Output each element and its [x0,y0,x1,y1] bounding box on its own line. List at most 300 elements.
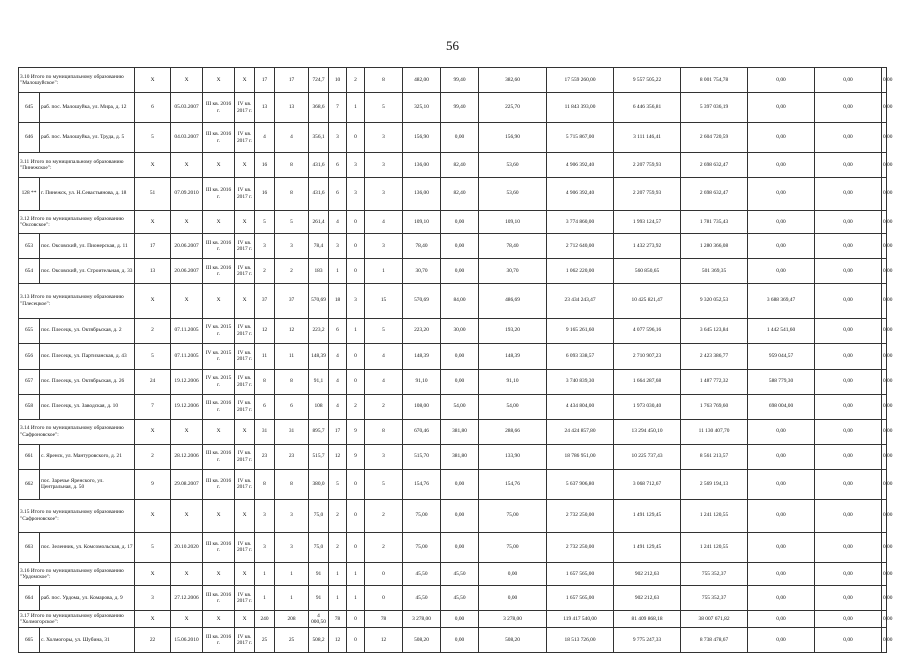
value-cell-4: X [235,68,255,93]
value-cell-19: 0,00 [882,532,887,562]
number-address-cell [19,123,135,153]
value-cell-11: 515,70 [403,444,441,469]
value-cell-5: 3 [255,532,275,562]
value-cell-13: 30,70 [479,259,547,284]
value-cell-14: 119 417 540,00 [547,611,614,628]
value-cell-10: 8 [365,68,403,93]
value-cell-13: 54,00 [479,394,547,419]
value-cell-7: 431,6 [309,177,329,210]
value-cell-9: 0 [347,369,365,394]
value-cell-10: 3 [365,234,403,259]
value-cell-11: 78,40 [403,234,441,259]
value-cell-1: 7 [135,394,171,419]
table-row [19,259,887,284]
value-cell-17: 0,00 [748,210,815,234]
value-cell-1: 13 [135,259,171,284]
value-cell-3: III кв. 2016 г. [203,394,235,419]
row-number-cell: 661 [19,445,40,469]
value-cell-6: 31 [275,419,309,444]
value-cell-17: 0,00 [748,93,815,123]
housing-program-table [18,67,893,653]
value-cell-1: X [135,68,171,93]
value-cell-5: 8 [255,469,275,499]
value-cell-13: 3 278,00 [479,611,547,628]
value-cell-18: 0,00 [815,611,882,628]
value-cell-17: 959 044,57 [748,343,815,369]
value-cell-19: 0,00 [882,343,887,369]
value-cell-2: X [171,499,203,532]
value-cell-18: 0,00 [815,532,882,562]
row-number-cell: 664 [19,586,40,610]
value-cell-13: 225,70 [479,93,547,123]
value-cell-16: 38 007 671,82 [681,611,748,628]
subtotal-row [19,419,887,444]
value-cell-13: 0,00 [479,586,547,611]
value-cell-3: III кв. 2016 г. [203,234,235,259]
value-cell-5: 4 [255,123,275,153]
value-cell-10: 4 [365,343,403,369]
table-row [19,123,887,153]
value-cell-4: X [235,283,255,318]
value-cell-6: 25 [275,628,309,653]
value-cell-19: 0,00 [882,318,887,343]
row-number-cell: 658 [19,395,40,419]
table-row [19,343,887,369]
value-cell-4: IV кв. 2017 г. [235,394,255,419]
value-cell-12: 0,00 [441,369,479,394]
value-cell-18: 0,00 [815,153,882,178]
value-cell-6: 13 [275,93,309,123]
value-cell-9: 2 [347,394,365,419]
value-cell-5: 3 [255,499,275,532]
value-cell-3: X [203,153,235,178]
value-cell-15: 2 710 907,23 [614,343,681,369]
value-cell-8: 18 [329,283,347,318]
value-cell-8: 7 [329,93,347,123]
subtotal-label-cell: 3.15 Итого по муниципальному образованию "Сафроновское": [19,499,135,532]
value-cell-2: 07.11.2005 [171,343,203,369]
value-cell-19: 0,00 [882,394,887,419]
value-cell-19: 0,00 [882,283,887,318]
value-cell-7: 91 [309,562,329,586]
value-cell-15: 560 850,65 [614,259,681,284]
value-cell-19: 0,00 [882,469,887,499]
table-row [19,177,887,210]
value-cell-8: 4 [329,394,347,419]
value-cell-13: 288,66 [479,419,547,444]
number-address-cell [19,318,135,343]
value-cell-3: X [203,499,235,532]
value-cell-14: 24 424 857,80 [547,419,614,444]
value-cell-18: 0,00 [815,177,882,210]
value-cell-2: X [171,562,203,586]
address-cell: пос. Оксовский, ул. Пионерская, д. 11 [41,242,128,249]
value-cell-7: 108 [309,394,329,419]
value-cell-18: 0,00 [815,586,882,611]
address-cell: с. Яренск, ул. Мантуровского, д. 21 [41,453,122,460]
table-row [19,394,887,419]
subtotal-label-cell: 3.17 Итого по муниципальному образованию "Холмогорское": [19,611,135,628]
value-cell-6: 5 [275,210,309,234]
value-cell-13: 508,20 [479,628,547,653]
value-cell-7: 183 [309,259,329,284]
value-cell-14: 4 434 804,00 [547,394,614,419]
value-cell-13: 148,39 [479,343,547,369]
value-cell-15: 9 557 505,22 [614,68,681,93]
value-cell-7: 148,39 [309,343,329,369]
value-cell-19: 0,00 [882,259,887,284]
value-cell-16: 1 487 772,32 [681,369,748,394]
value-cell-12: 0,00 [441,234,479,259]
value-cell-16: 8 561 213,57 [681,444,748,469]
value-cell-8: 12 [329,444,347,469]
value-cell-16: 11 130 407,70 [681,419,748,444]
value-cell-1: X [135,153,171,178]
value-cell-19: 0,00 [882,586,887,611]
value-cell-14: 11 843 393,00 [547,93,614,123]
subtotal-row [19,611,887,628]
value-cell-17: 3 688 369,47 [748,283,815,318]
value-cell-5: 31 [255,419,275,444]
value-cell-7: 356,1 [309,123,329,153]
subtotal-row [19,499,887,532]
value-cell-5: 1 [255,562,275,586]
value-cell-4: X [235,419,255,444]
value-cell-9: 9 [347,444,365,469]
value-cell-10: 3 [365,177,403,210]
value-cell-2: 28.12.2006 [171,444,203,469]
value-cell-3: III кв. 2016 г. [203,177,235,210]
value-cell-14: 1 657 565,00 [547,562,614,586]
value-cell-12: 45,50 [441,586,479,611]
table-row [19,586,887,611]
value-cell-6: 2 [275,259,309,284]
value-cell-7: 261,4 [309,210,329,234]
value-cell-12: 0,00 [441,532,479,562]
value-cell-16: 8 738 478,67 [681,628,748,653]
value-cell-17: 0,00 [748,177,815,210]
row-number-cell: 662 [19,470,40,499]
value-cell-14: 9 165 261,60 [547,318,614,343]
value-cell-7: 431,6 [309,153,329,178]
address-cell: пос. Зеленник, ул. Комсомольская, д. 17 [41,543,133,550]
value-cell-6: 1 [275,562,309,586]
value-cell-10: 2 [365,499,403,532]
number-address-cell [19,444,135,469]
value-cell-4: IV кв. 2017 г. [235,586,255,611]
value-cell-17: 0,00 [748,259,815,284]
value-cell-1: X [135,562,171,586]
value-cell-12: 84,00 [441,283,479,318]
value-cell-17: 0,00 [748,611,815,628]
address-cell: раб. пос. Малошуйка, ул. Труда, д. 5 [41,134,125,141]
value-cell-5: 17 [255,68,275,93]
value-cell-4: IV кв. 2017 г. [235,318,255,343]
value-cell-15: 1 491 129,45 [614,532,681,562]
value-cell-16: 2 604 720,59 [681,123,748,153]
value-cell-4: X [235,611,255,628]
value-cell-19: 0,00 [882,93,887,123]
value-cell-13: 0,00 [479,562,547,586]
value-cell-10: 3 [365,123,403,153]
value-cell-7: 91,1 [309,369,329,394]
value-cell-11: 148,39 [403,343,441,369]
value-cell-5: 5 [255,210,275,234]
value-cell-17: 1 442 541,60 [748,318,815,343]
value-cell-18: 0,00 [815,628,882,653]
value-cell-19: 0,00 [882,562,887,586]
value-cell-15: 1 993 124,57 [614,210,681,234]
value-cell-18: 0,00 [815,469,882,499]
value-cell-9: 3 [347,283,365,318]
value-cell-13: 382,60 [479,68,547,93]
value-cell-16: 1 781 735,43 [681,210,748,234]
value-cell-19: 0,00 [882,369,887,394]
value-cell-10: 5 [365,93,403,123]
value-cell-2: 15.06.2010 [171,628,203,653]
address-cell: пос. Плесецк, ул. Партизанская, д. 43 [41,352,127,359]
value-cell-2: X [171,68,203,93]
value-cell-17: 0,00 [748,123,815,153]
value-cell-15: 4 077 596,16 [614,318,681,343]
value-cell-13: 156,90 [479,123,547,153]
number-address-cell [19,532,135,562]
value-cell-1: 5 [135,532,171,562]
value-cell-9: 0 [347,259,365,284]
value-cell-18: 0,00 [815,394,882,419]
value-cell-10: 3 [365,153,403,178]
value-cell-9: 0 [347,343,365,369]
value-cell-6: 37 [275,283,309,318]
page-number: 56 [446,38,459,53]
value-cell-8: 1 [329,259,347,284]
value-cell-4: X [235,153,255,178]
value-cell-2: X [171,419,203,444]
value-cell-10: 12 [365,628,403,653]
value-cell-5: 23 [255,444,275,469]
value-cell-1: 22 [135,628,171,653]
number-address-cell [19,259,135,284]
value-cell-10: 8 [365,419,403,444]
value-cell-11: 45,50 [403,586,441,611]
value-cell-13: 75,00 [479,499,547,532]
value-cell-6: 3 [275,532,309,562]
value-cell-15: 3 111 146,41 [614,123,681,153]
value-cell-10: 5 [365,318,403,343]
value-cell-4: IV кв. 2017 г. [235,444,255,469]
value-cell-4: IV кв. 2017 г. [235,259,255,284]
value-cell-6: 12 [275,318,309,343]
value-cell-5: 6 [255,394,275,419]
value-cell-4: IV кв. 2017 г. [235,628,255,653]
value-cell-4: X [235,210,255,234]
value-cell-9: 3 [347,177,365,210]
row-number-cell: 653 [19,234,40,258]
table-row [19,369,887,394]
value-cell-11: 154,76 [403,469,441,499]
value-cell-17: 0,00 [748,444,815,469]
value-cell-11: 108,00 [403,394,441,419]
value-cell-9: 0 [347,628,365,653]
value-cell-11: 223,20 [403,318,441,343]
value-cell-19: 0,00 [882,123,887,153]
value-cell-19: 0,00 [882,499,887,532]
value-cell-13: 109,10 [479,210,547,234]
value-cell-19: 0,00 [882,68,887,93]
value-cell-11: 325,10 [403,93,441,123]
value-cell-11: 75,00 [403,532,441,562]
value-cell-8: 12 [329,628,347,653]
value-cell-3: III кв. 2016 г. [203,123,235,153]
value-cell-7: 75,0 [309,499,329,532]
value-cell-1: 2 [135,318,171,343]
value-cell-8: 2 [329,499,347,532]
value-cell-18: 0,00 [815,283,882,318]
value-cell-5: 12 [255,318,275,343]
value-cell-8: 78 [329,611,347,628]
value-cell-15: 6 446 356,81 [614,93,681,123]
value-cell-8: 3 [329,123,347,153]
value-cell-7: 91 [309,586,329,611]
value-cell-3: X [203,283,235,318]
value-cell-4: IV кв. 2017 г. [235,123,255,153]
value-cell-2: X [171,153,203,178]
value-cell-16: 1 280 366,08 [681,234,748,259]
value-cell-11: 45,50 [403,562,441,586]
value-cell-19: 0,00 [882,444,887,469]
number-address-cell [19,369,135,394]
address-cell: пос. Плесецк, ул. Октябрьская, д. 2 [41,327,122,334]
value-cell-18: 0,00 [815,562,882,586]
value-cell-6: 17 [275,68,309,93]
value-cell-14: 18 786 951,00 [547,444,614,469]
subtotal-row [19,68,887,93]
row-number-cell: 654 [19,259,40,283]
value-cell-13: 53,60 [479,177,547,210]
value-cell-15: 13 294 450,10 [614,419,681,444]
value-cell-12: 45,50 [441,562,479,586]
value-cell-14: 4 906 392,40 [547,177,614,210]
value-cell-11: 75,00 [403,499,441,532]
value-cell-12: 381,80 [441,444,479,469]
value-cell-5: 1 [255,586,275,611]
value-cell-3: X [203,210,235,234]
value-cell-14: 17 559 260,00 [547,68,614,93]
value-cell-5: 25 [255,628,275,653]
value-cell-2: X [171,283,203,318]
value-cell-7: 515,7 [309,444,329,469]
value-cell-7: 368,6 [309,93,329,123]
value-cell-17: 0,00 [748,234,815,259]
value-cell-3: III кв. 2016 г. [203,586,235,611]
number-address-cell [19,586,135,611]
value-cell-3: X [203,68,235,93]
value-cell-10: 1 [365,259,403,284]
value-cell-4: IV кв. 2017 г. [235,469,255,499]
value-cell-18: 0,00 [815,318,882,343]
address-cell: с. Холмогоры, ул. Шубина, 31 [41,636,110,643]
value-cell-1: 5 [135,343,171,369]
value-cell-1: X [135,283,171,318]
value-cell-16: 501 369,35 [681,259,748,284]
value-cell-10: 0 [365,562,403,586]
value-cell-15: 902 212,63 [614,562,681,586]
value-cell-12: 0,00 [441,628,479,653]
value-cell-19: 0,00 [882,419,887,444]
value-cell-18: 0,00 [815,93,882,123]
value-cell-1: 2 [135,444,171,469]
value-cell-11: 3 278,00 [403,611,441,628]
value-cell-6: 23 [275,444,309,469]
value-cell-6: 8 [275,469,309,499]
table-row [19,318,887,343]
row-number-cell: 665 [19,628,40,652]
number-address-cell [19,93,135,123]
value-cell-12: 381,80 [441,419,479,444]
value-cell-8: 1 [329,586,347,611]
value-cell-9: 1 [347,562,365,586]
value-cell-12: 0,00 [441,259,479,284]
table-row [19,532,887,562]
value-cell-13: 75,00 [479,532,547,562]
value-cell-13: 53,60 [479,153,547,178]
value-cell-2: 20.10.2020 [171,532,203,562]
value-cell-8: 6 [329,153,347,178]
value-cell-18: 0,00 [815,419,882,444]
number-address-cell [19,469,135,499]
value-cell-2: 29.08.2007 [171,469,203,499]
table-row [19,628,887,653]
value-cell-7: 75,0 [309,532,329,562]
row-number-cell: 656 [19,344,40,369]
value-cell-1: 9 [135,469,171,499]
value-cell-8: 10 [329,68,347,93]
value-cell-9: 1 [347,318,365,343]
value-cell-3: III кв. 2016 г. [203,259,235,284]
value-cell-19: 0,00 [882,628,887,653]
value-cell-13: 486,69 [479,283,547,318]
value-cell-18: 0,00 [815,369,882,394]
value-cell-6: 4 [275,123,309,153]
value-cell-8: 4 [329,210,347,234]
value-cell-13: 91,10 [479,369,547,394]
value-cell-9: 3 [347,153,365,178]
value-cell-16: 1 763 769,60 [681,394,748,419]
value-cell-16: 755 352,37 [681,562,748,586]
address-cell: раб. пос. Малошуйка, ул. Мира, д. 12 [41,104,127,111]
value-cell-12: 0,00 [441,469,479,499]
value-cell-4: IV кв. 2017 г. [235,369,255,394]
address-cell: г. Пинежск, ул. Н.Севастьянова, д. 18 [41,190,127,197]
value-cell-15: 10 425 821,47 [614,283,681,318]
value-cell-18: 0,00 [815,444,882,469]
value-cell-9: 2 [347,68,365,93]
value-cell-10: 15 [365,283,403,318]
value-cell-14: 6 093 338,57 [547,343,614,369]
value-cell-3: X [203,611,235,628]
value-cell-12: 99,40 [441,93,479,123]
value-cell-8: 5 [329,469,347,499]
subtotal-label-cell: 3.10 Итого по муниципальному образованию "Малошуйское": [19,68,135,93]
value-cell-1: 17 [135,234,171,259]
subtotal-row [19,153,887,178]
number-address-cell [19,394,135,419]
value-cell-16: 2 423 386,77 [681,343,748,369]
value-cell-15: 1 973 030,40 [614,394,681,419]
value-cell-17: 0,00 [748,628,815,653]
value-cell-4: X [235,499,255,532]
value-cell-5: 13 [255,93,275,123]
